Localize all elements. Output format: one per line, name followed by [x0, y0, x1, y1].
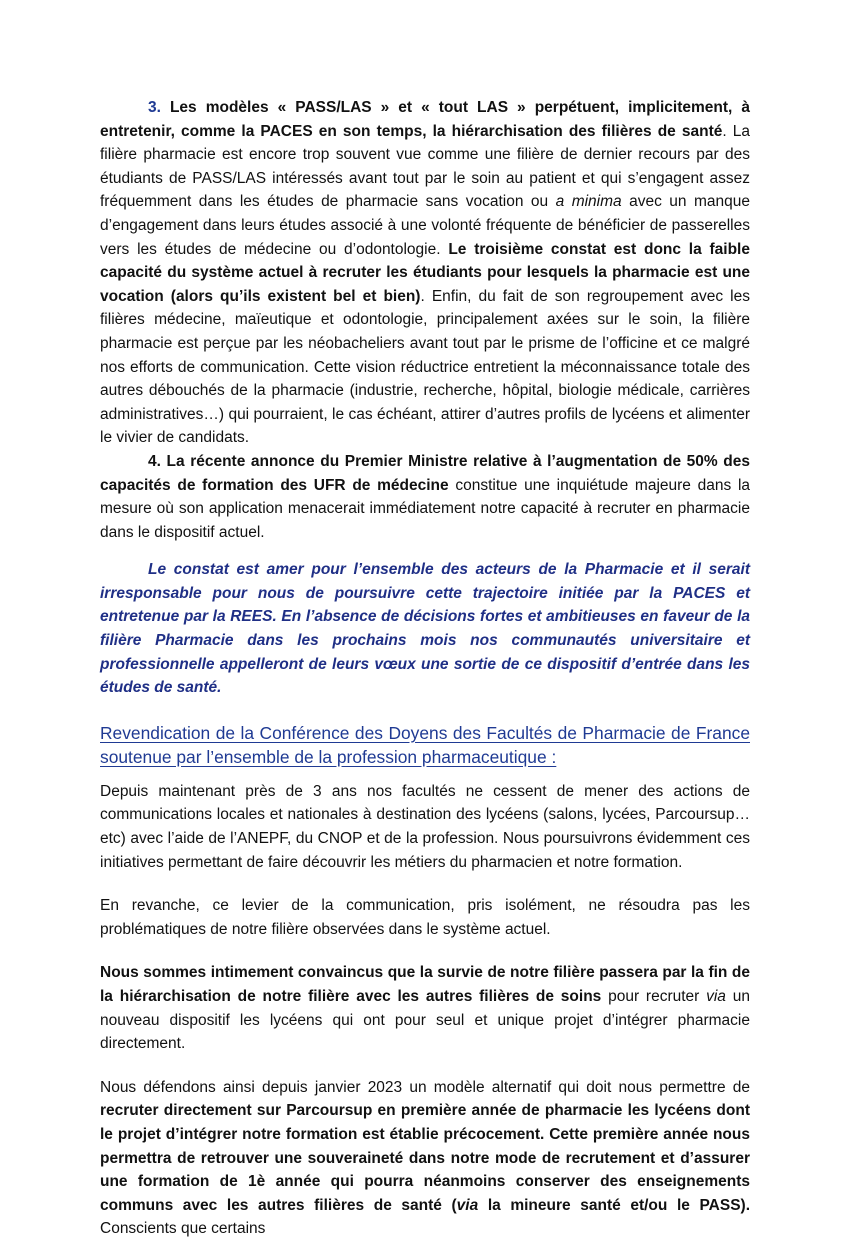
point-3-bold-intro: Les modèles « PASS/LAS » et « tout LAS » perpétuent, implicitement, à entretenir, comme la PACES en son temps, la hiérarchisation des filières de santé: [100, 99, 750, 140]
section-paragraph-3: [100, 961, 750, 1055]
section-paragraph-4: [100, 1076, 750, 1241]
section-heading: Revendication de la Conférence des Doyens des Facultés de Pharmacie de France soutenue par l’ensemble de la profession pharmaceutique :: [100, 722, 750, 767]
point-3-text-2: avec un manque d’engagement dans leurs études associé à une volonté fréquente de bénéficier de passerelles vers les études de médecine ou d’odontologie.: [100, 193, 750, 258]
section-4-text-2: Conscients que certains: [100, 1220, 266, 1238]
point-3-italic: a minima: [555, 193, 622, 211]
section-4-bold-italic: via: [456, 1196, 479, 1214]
section-4-text-1: Nous défendons ainsi depuis janvier 2023 un modèle alternatif qui doit nous permettre de: [100, 1078, 750, 1096]
paragraph-point-4: [100, 450, 750, 544]
point-4-bold-intro: 4. La récente annonce du Premier Ministre relative à l’augmentation de 50% des capacités de formation des UFR de médecine: [100, 452, 750, 494]
point-3-text-3: . Enfin, du fait de son regroupement avec les filières médecine, maïeutique et odontologie, principalement axées sur le soin, la filière pharmacie est perçue par les néobacheliers avant tout par le prisme de l’officine et ce malgré nos efforts de communication. Cette vision réductrice entretient la méconnaissance totale des autres débouchés de la pharmacie (industrie, recherche, hôpital, biologie médicale, carrières administratives…) qui pourraient, le cas échéant, attirer d’autres profils de lycéens et alimenter le vivier de candidats.: [100, 287, 750, 447]
section-3-text-1: pour recruter: [601, 988, 707, 1005]
point-number-3: 3.: [148, 99, 161, 116]
point-3-text-1: . La filière pharmacie est encore trop souvent vue comme une filière de dernier recours par des étudiants de PASS/LAS intéressés avant tout par le soin au patient et qui s’engagent assez fréquemment dans les études de pharmacie sans vocation ou: [100, 122, 750, 211]
section-4-bold-2: la mineure santé et/ou le PASS).: [478, 1196, 750, 1214]
paragraph-point-3: [100, 96, 750, 450]
section-paragraph-1: Depuis maintenant près de 3 ans nos facultés ne cessent de mener des actions de communications locales et nationales à destination des lycéens (salons, lycées, Parcoursup…etc) avec l’aide de l’ANEPF, du CNOP et de la profession. Nous poursuivrons évidemment ces initiatives permettant de faire découvrir les métiers du pharmacien et notre formation.: [100, 782, 750, 871]
section-paragraph-2: En revanche, ce levier de la communication, pris isolément, ne résoudra pas les problématiques de notre filière observées dans le système actuel.: [100, 897, 750, 938]
section-3-italic: via: [706, 988, 726, 1005]
conclusion-paragraph: Le constat est amer pour l’ensemble des acteurs de la Pharmacie et il serait irresponsable pour nous de poursuivre cette trajectoire initiée par la PACES et entretenue par la REES. En l’absence de décisions fortes et ambitieuses en faveur de la filière Pharmacie dans les prochains mois nos communautés universitaire et professionnelle appelleront de leurs vœux une sortie de ce dispositif d’entrée dans les études de santé.: [100, 561, 750, 697]
point-4-text: constitue une inquiétude majeure dans la mesure où son application menacerait immédiatement notre capacité à recruter en pharmacie dans le dispositif actuel.: [100, 476, 751, 541]
section-3-bold: Nous sommes intimement convaincus que la survie de notre filière passera par la fin de la hiérarchisation de notre filière avec les autres filières de soins: [100, 964, 750, 1005]
point-3-bold-statement: Le troisième constat est donc la faible capacité du système actuel à recruter les étudiants pour lesquels la pharmacie est une vocation (alors qu’ils existent bel et bien): [100, 240, 750, 305]
section-3-text-2: un nouveau dispositif les lycéens qui ont pour seul et unique projet d’intégrer pharmacie directement.: [100, 988, 750, 1053]
section-4-bold-1: recruter directement sur Parcoursup en première année de pharmacie les lycéens dont le projet d’intégrer notre formation est établie précocement. Cette première année nous permettra de retrouver une souveraineté dans notre mode de recrutement et d’assurer une formation de 1è année qui pourra néanmoins conserver des enseignements communs avec les autres filières de santé (: [100, 1102, 750, 1214]
